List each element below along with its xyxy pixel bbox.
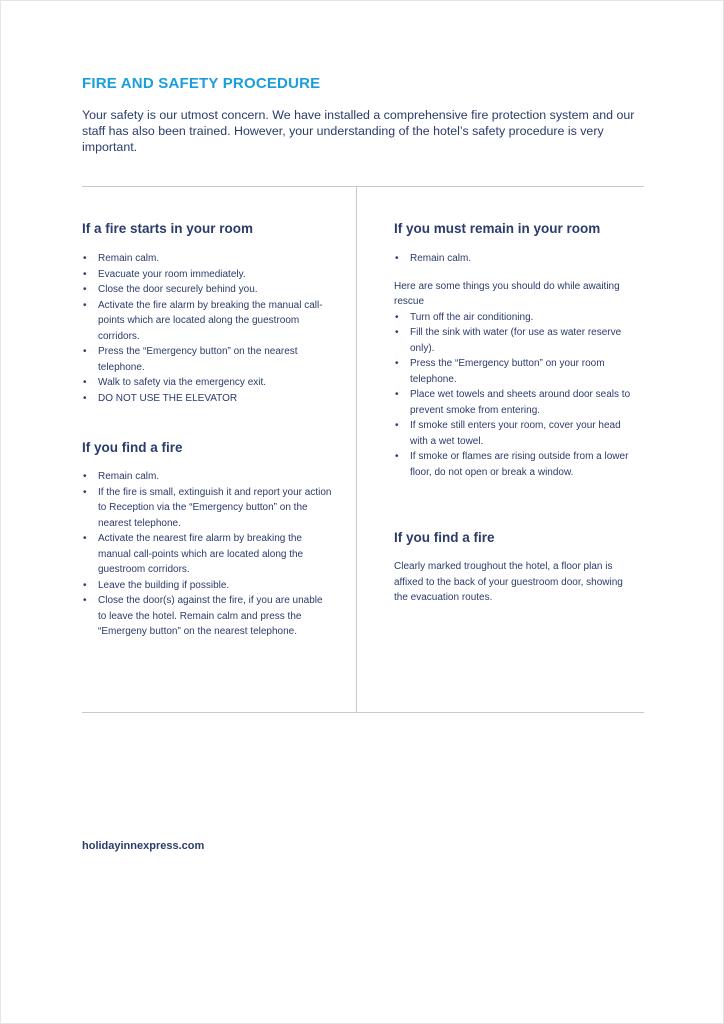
intro-paragraph: Your safety is our utmost concern. We have installed a comprehensive fire protection system and our staff has also been trained. However, your understanding of the hotel’s safety procedure is very important.	[82, 108, 635, 154]
list-item: • Activate the fire alarm by breaking the manual call-points which are located along the guestroom corridors.	[82, 298, 332, 345]
left-section1-heading: If a fire starts in your room	[82, 221, 254, 236]
list-item: • Press the “Emergency button” on the nearest telephone.	[82, 344, 332, 375]
list-item: • Leave the building if possible.	[82, 578, 332, 594]
list-item: • Evacuate your room immediately.	[82, 267, 332, 283]
left-section1-list	[82, 251, 332, 406]
column-divider	[356, 186, 357, 713]
list-item: • Close the door securely behind you.	[82, 282, 332, 298]
list-item: • Place wet towels and sheets around door seals to prevent smoke from entering.	[394, 387, 634, 418]
list-item: • Activate the nearest fire alarm by breaking the manual call-points which are located along the guestroom corridors.	[82, 531, 332, 578]
list-item: • Remain calm.	[82, 469, 332, 485]
list-item: • Remain calm.	[82, 251, 332, 267]
list-item: • If smoke or flames are rising outside from a lower floor, do not open or break a window.	[394, 449, 634, 480]
list-item: • If smoke still enters your room, cover your head with a wet towel.	[394, 418, 634, 449]
left-section-find-fire	[82, 440, 332, 640]
right-section-find-fire	[394, 530, 634, 606]
footer-website: holidayinnexpress.com	[82, 840, 205, 852]
left-section2-heading: If you find a fire	[82, 440, 183, 455]
list-item: • Press the “Emergency button” on your room telephone.	[394, 356, 634, 387]
list-item: • Fill the sink with water (for use as water reserve only).	[394, 325, 634, 356]
list-item: • Remain calm.	[394, 251, 634, 267]
list-item: • DO NOT USE THE ELEVATOR	[82, 391, 332, 407]
top-divider	[82, 186, 644, 187]
right-section2-text: Clearly marked troughout the hotel, a floor plan is affixed to the back of your guestroom door, showing the evacuation routes.	[394, 561, 623, 603]
list-item: • Close the door(s) against the fire, if you are unable to leave the hotel. Remain calm and press the “Emergeny button” on the nearest telephone.	[82, 593, 332, 640]
right-section1-subtext: Here are some things you should do while awaiting rescue	[394, 280, 620, 307]
list-item: • Turn off the air conditioning.	[394, 310, 634, 326]
left-section-room-fire	[82, 221, 332, 406]
left-section2-list	[82, 469, 332, 640]
list-item: • Walk to safety via the emergency exit.	[82, 375, 332, 391]
right-section1-heading: If you must remain in your room	[394, 221, 601, 236]
list-item: • If the fire is small, extinguish it and report your action to Reception via the “Emergency button” on the nearest telephone.	[82, 485, 332, 532]
bottom-divider	[82, 712, 644, 713]
right-section2-heading: If you find a fire	[394, 530, 495, 545]
right-section1-top-list	[394, 251, 634, 267]
right-section1-list	[394, 310, 634, 481]
page-title: FIRE AND SAFETY PROCEDURE	[82, 75, 321, 92]
right-section-remain-room	[394, 221, 634, 480]
